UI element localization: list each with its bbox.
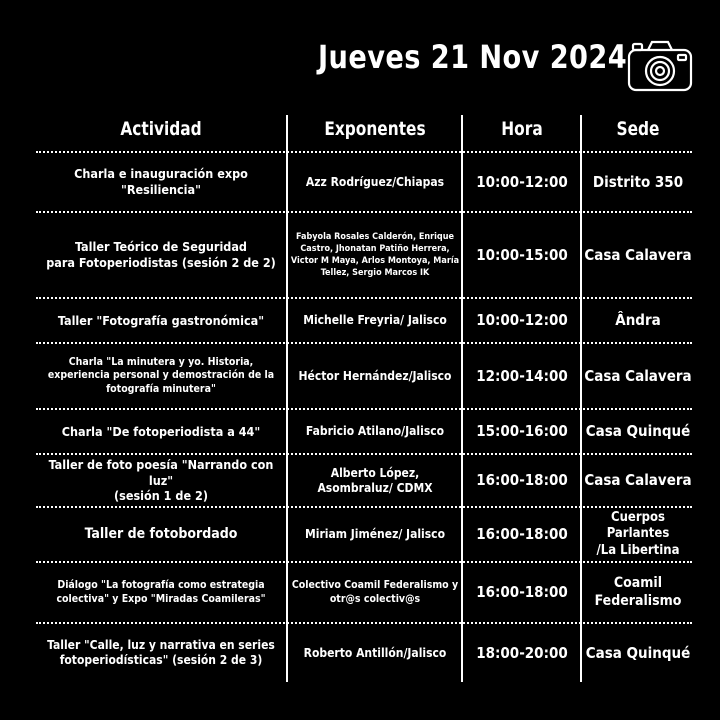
column-header-hora: Hora bbox=[501, 118, 543, 140]
table-row-venue: Casa Calavera bbox=[584, 366, 692, 385]
table-row-time: 16:00-18:00 bbox=[476, 583, 568, 602]
table-row-venue: Ândra bbox=[615, 311, 661, 330]
column-header-sede: Sede bbox=[616, 118, 660, 140]
table-row-venue: Casa Quinqué bbox=[585, 643, 691, 662]
table-row-activity: Taller "Calle, luz y narrativa en series fotoperiodísticas" (sesión 2 de 3) bbox=[47, 638, 275, 667]
column-header-exponentes: Exponentes bbox=[324, 118, 426, 140]
table-row-venue: Coamil Federalismo bbox=[594, 575, 682, 609]
table-row-time: 10:00-15:00 bbox=[476, 245, 568, 264]
table-row-venue: Casa Calavera bbox=[584, 471, 692, 490]
table-row-speakers: Héctor Hernández/Jalisco bbox=[298, 368, 452, 383]
table-row-speakers: Fabyola Rosales Calderón, Enrique Castro, Jhonatan Patiño Herrera, Victor M Maya, Arlos Montoya, María Tellez, Sergio Marcos IK bbox=[290, 231, 460, 279]
table-row-venue: Cuerpos Parlantes /La Libertina bbox=[596, 510, 680, 558]
table-row-time: 15:00-16:00 bbox=[476, 422, 568, 441]
table-row-activity: Taller Teórico de Seguridad para Fotoperiodistas (sesión 2 de 2) bbox=[46, 239, 276, 270]
table-row-activity: Charla "La minutera y yo. Historia, experiencia personal y demostración de la fotografía minutera" bbox=[47, 356, 275, 395]
table-row-time: 18:00-20:00 bbox=[476, 643, 568, 662]
table-row-time: 12:00-14:00 bbox=[476, 366, 568, 385]
page-title: Jueves 21 Nov 2024 bbox=[318, 38, 628, 76]
column-divider bbox=[580, 115, 582, 682]
table-row-activity: Taller "Fotografía gastronómica" bbox=[57, 312, 265, 328]
table-row-venue: Casa Calavera bbox=[584, 245, 692, 264]
table-row-activity: Taller de fotobordado bbox=[84, 525, 238, 542]
camera-icon bbox=[626, 38, 694, 94]
table-row-activity: Charla e inauguración expo "Resiliencia" bbox=[74, 166, 248, 197]
table-row-activity: Taller de foto poesía "Narrando con luz" (sesión 1 de 2) bbox=[48, 457, 274, 504]
table-row-speakers: Fabricio Atilano/Jalisco bbox=[305, 424, 445, 438]
table-row-speakers: Miriam Jiménez/ Jalisco bbox=[305, 527, 445, 541]
column-header-actividad: Actividad bbox=[120, 118, 202, 140]
table-row-venue: Distrito 350 bbox=[592, 172, 684, 191]
table-row-speakers: Alberto López, Asombraluz/ CDMX bbox=[317, 465, 433, 495]
column-divider bbox=[286, 115, 288, 682]
table-row-time: 10:00-12:00 bbox=[476, 172, 568, 191]
table-row-venue: Casa Quinqué bbox=[585, 422, 691, 441]
table-row-activity: Diálogo "La fotografía como estrategia colectiva" y Expo "Miradas Coamileras" bbox=[56, 579, 266, 605]
table-row-activity: Charla "De fotoperiodista a 44" bbox=[61, 423, 261, 439]
table-row-time: 16:00-18:00 bbox=[476, 471, 568, 490]
column-divider bbox=[461, 115, 463, 682]
table-row-time: 10:00-12:00 bbox=[476, 311, 568, 330]
table-row-speakers: Azz Rodríguez/Chiapas bbox=[305, 174, 445, 189]
table-row-speakers: Michelle Freyria/ Jalisco bbox=[303, 313, 447, 327]
table-row-time: 16:00-18:00 bbox=[476, 525, 568, 544]
table-row-speakers: Colectivo Coamil Federalismo y otr@s colectiv@s bbox=[291, 579, 459, 605]
table-row-speakers: Roberto Antillón/Jalisco bbox=[303, 645, 447, 660]
